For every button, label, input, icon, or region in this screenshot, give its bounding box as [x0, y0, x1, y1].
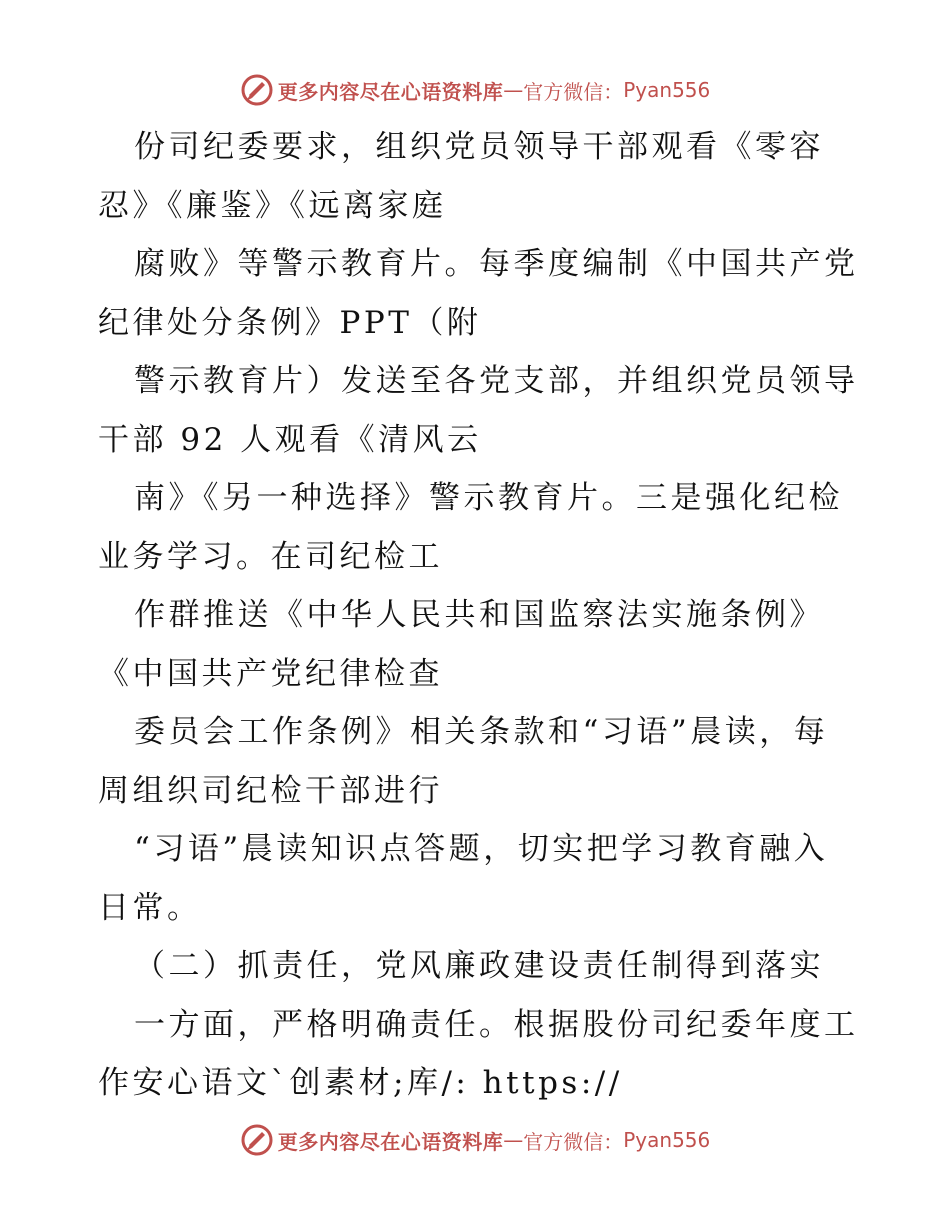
text-line: 干部 92 人观看《清风云: [98, 421, 482, 458]
footer-banner: [0, 1120, 950, 1160]
text-line: 委员会工作条例》相关条款和“习语”晨读，每: [134, 714, 829, 750]
text-line: 《中国共产党纪律检查: [98, 655, 443, 692]
text-line: 纪律处分条例》PPT（附: [98, 304, 482, 341]
document-body: [98, 118, 858, 1113]
text-line: “习语”晨读知识点答题，切实把学习教育融入: [134, 831, 829, 867]
logo-icon: [240, 73, 274, 107]
text-line: 周组织司纪检干部进行: [98, 772, 443, 809]
banner-dash: —: [503, 1128, 524, 1152]
text-line: 日常。: [98, 889, 202, 926]
banner-dash: —: [503, 78, 524, 102]
logo-icon: [240, 1123, 274, 1157]
text-line: 忍》《廉鉴》《远离家庭: [98, 187, 447, 224]
text-line: 作群推送《中华人民共和国监察法实施条例》: [134, 597, 824, 633]
header-banner: [0, 70, 950, 110]
banner-wechat-id: Pyan556: [623, 1128, 711, 1152]
text-line: 业务学习。在司纪检工: [98, 538, 443, 575]
banner-main-text: 更多内容尽在心语资料库: [277, 79, 504, 104]
text-line: 份司纪委要求，组织党员领导干部观看《零容: [134, 129, 824, 165]
banner-main-text: 更多内容尽在心语资料库: [277, 1129, 504, 1154]
text-line: 一方面，严格明确责任。根据股份司纪委年度工: [134, 1006, 859, 1043]
banner-sub-text: 官方微信：: [523, 79, 624, 104]
text-line: 作安心语文`创素材;库/: https://: [98, 1065, 623, 1101]
text-line: 警示教育片）发送至各党支部，并组织党员领导: [134, 363, 859, 399]
text-line: 腐败》等警示教育片。每季度编制《中国共产党: [134, 246, 859, 282]
text-line: 南》《另一种选择》警示教育片。三是强化纪检: [134, 480, 843, 516]
banner-wechat-id: Pyan556: [623, 78, 711, 102]
banner-sub-text: 官方微信：: [523, 1129, 624, 1154]
section-heading: （二）抓责任，党风廉政建设责任制得到落实: [134, 948, 824, 984]
